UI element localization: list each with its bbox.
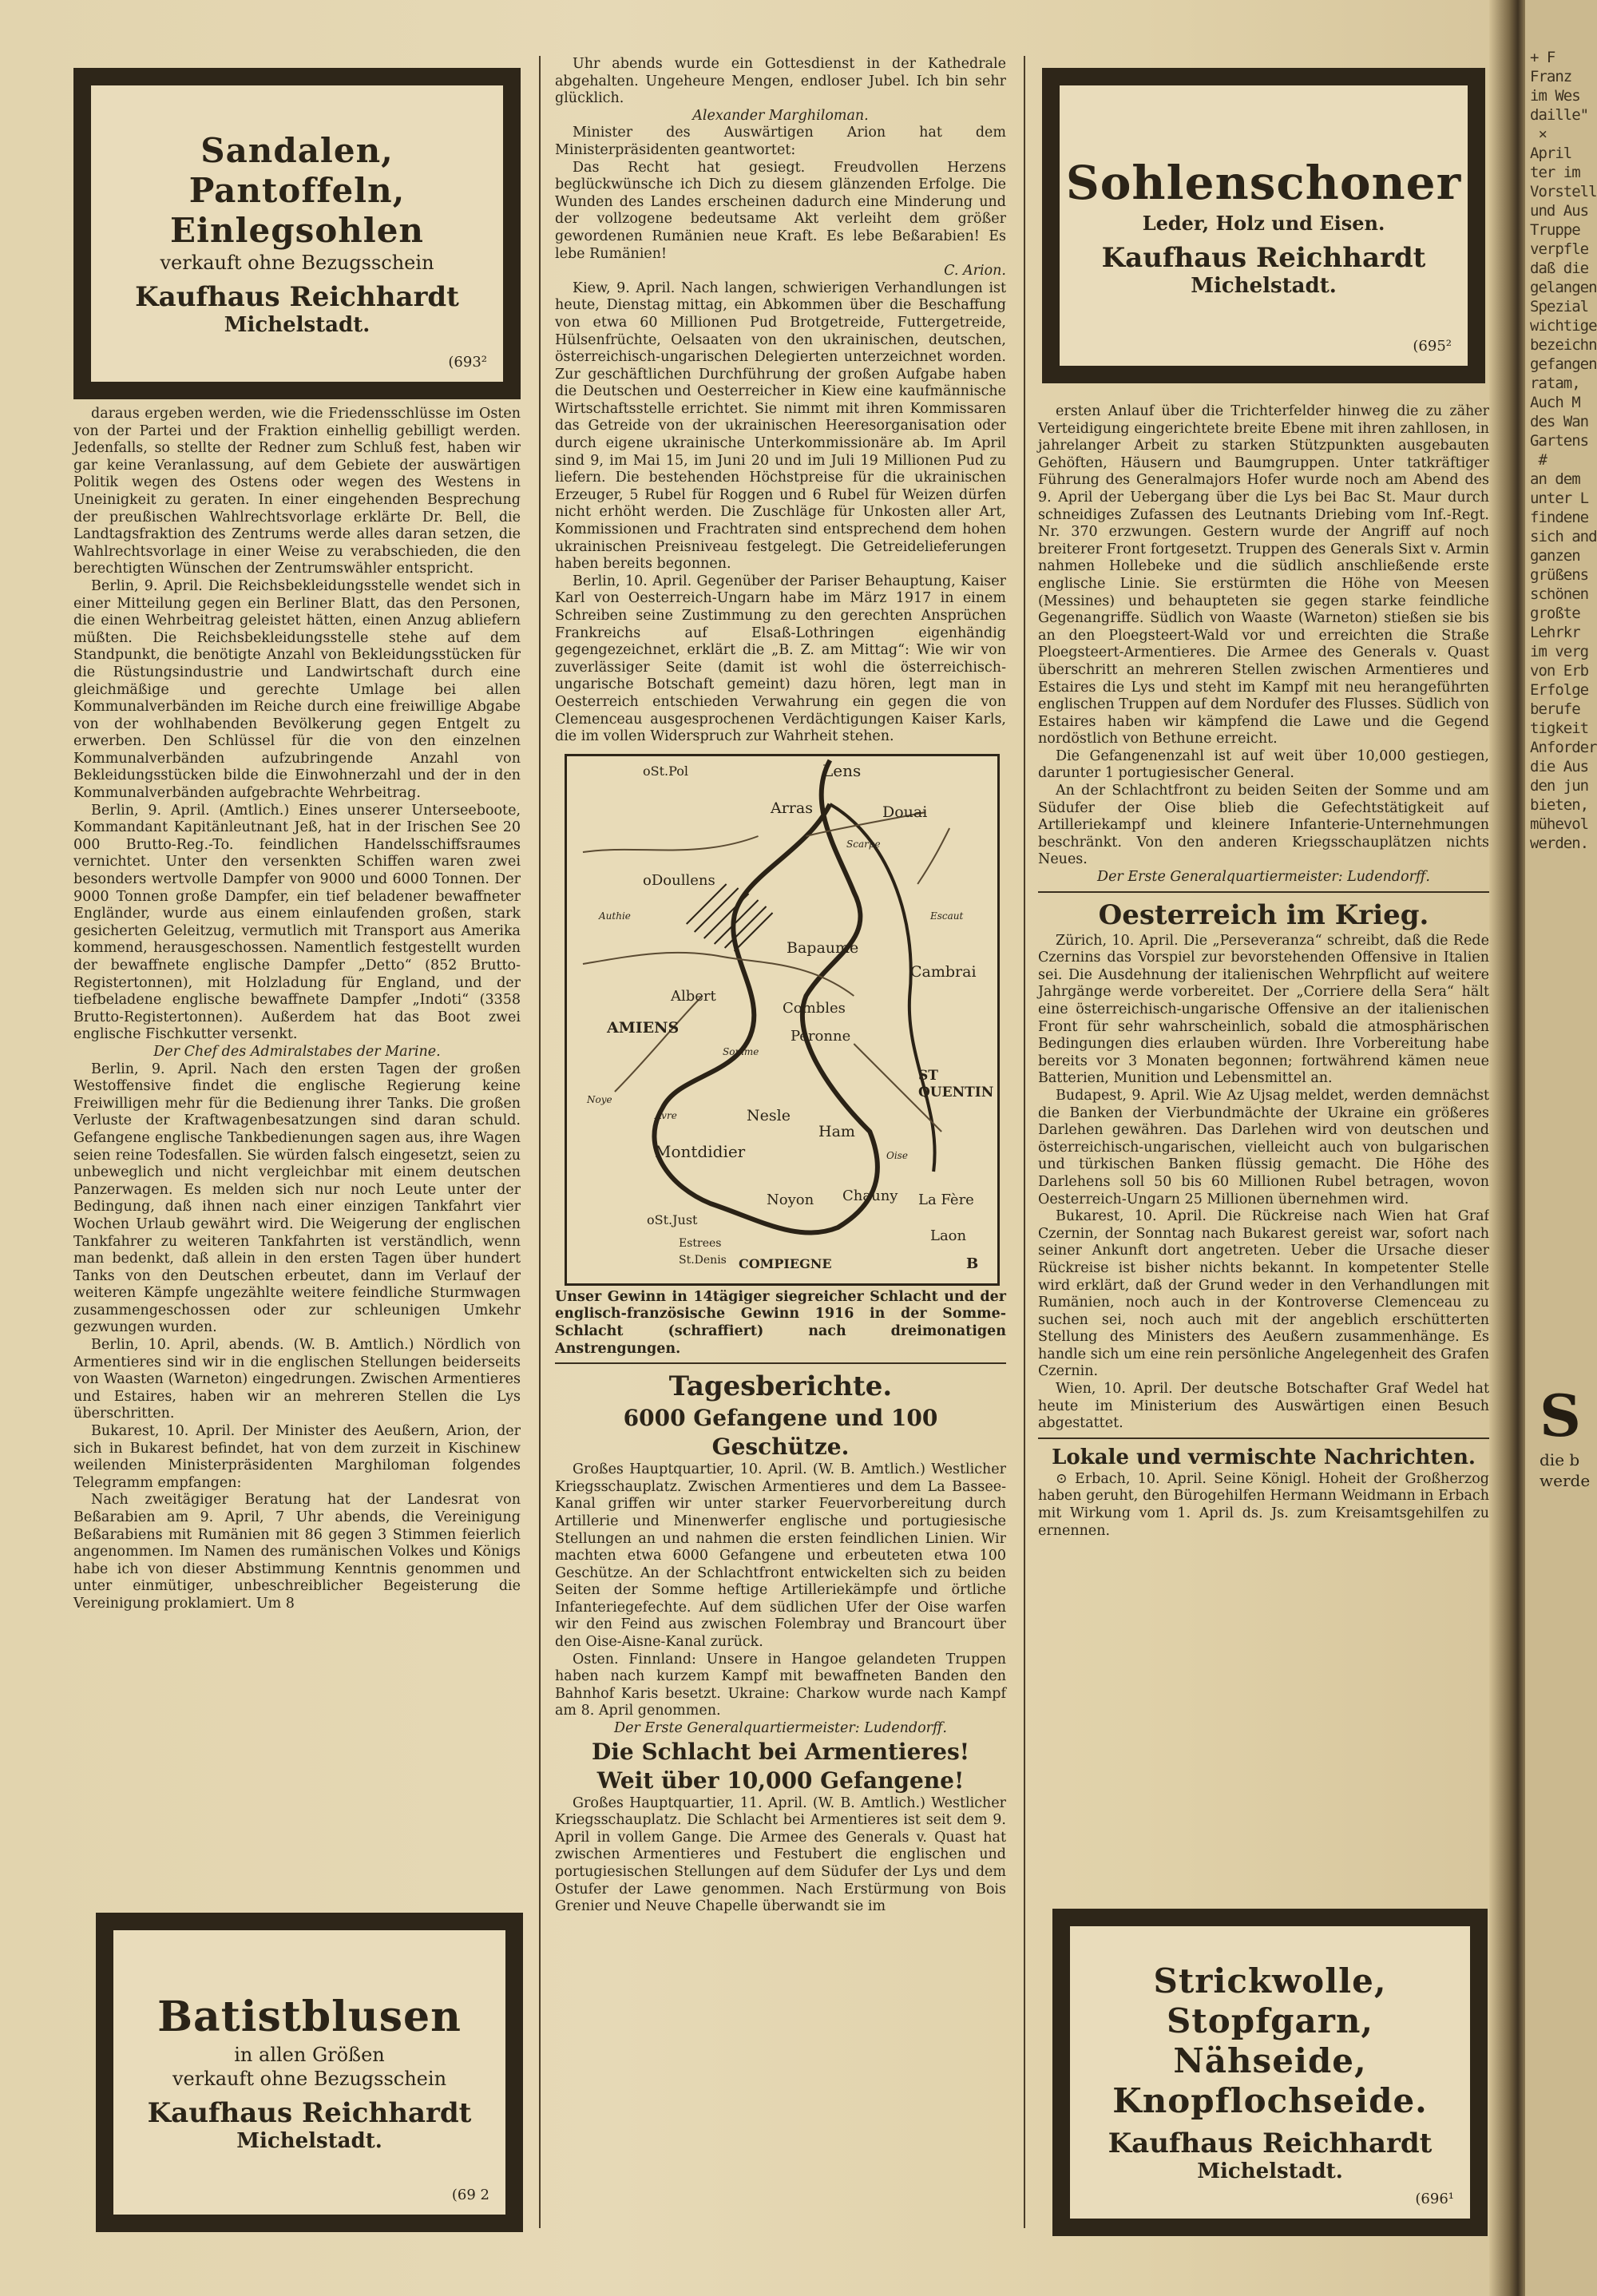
- article-paragraph: Berlin, 9. April. (Amtlich.) Eines unserer Unterseeboote, Kommandant Kapitänleutnant Jeß, hat in der Irischen See 20 000 Brutto-Reg.-To. feindlichen Handelsschiffsraumes vernichtet. Unter den versenkten Schiffen waren zwei besonders wertvolle Dampfer von 9000 und 6000 Tonnen. Der 9000 Tonnen große Dampfer, ein tief beladener bewaffneter Engländer, wurde aus einem einlaufenden großen, stark gesicherten Geleitzug, vermutlich mit Transport aus Amerika kommend, herausgeschossen. Namentlich festgestellt wurden der bewaffnete englische Dampfer „Detto“ (852 Brutto-Registertonnen), mit Holzladung für England, und der tiefbeladene englische bewaffnete Dampfer „Indoti“ (3358 Brutto-Registertonnen). Außerdem hat das Boot zwei englische Fischkutter versenkt.: [73, 802, 521, 1043]
- map-label-estrees: Estrees St.Denis: [679, 1236, 727, 1267]
- article-paragraph: Bukarest, 10. April. Die Rückreise nach Wien hat Graf Czernin, der Sonntag nach Bukarest gereist war, sofort nach seiner Ankunft dort angetreten. Ueber die Ursache dieser Rückreise ist bisher nichts bekannt. In kompetenter Stelle wird erklärt, daß der Grund weder in den Verhandlungen mit Rumänien, noch auch in der Kontroverse Clemenceau zu suchen sei, noch auch mit der angeblich erschütterten Stellung des Ministers des Aeußern zusammenhänge. Es handle sich um eine rein persönliche Angelegenheit des Grafen Czernin.: [1038, 1208, 1489, 1380]
- map-label-peronne: Peronne: [791, 1027, 851, 1045]
- map-label-bapaume: Bapaume: [787, 938, 859, 957]
- ad-strickwolle: [1052, 1909, 1488, 2236]
- article-paragraph: Uhr abends wurde ein Gottesdienst in der Kathedrale abgehalten. Ungeheure Mengen, endloser Jubel. Ich bin sehr glücklich.: [555, 56, 1006, 107]
- ad-title: Stopfgarn,: [1166, 2001, 1374, 2040]
- map-label-oise: Oise: [886, 1149, 908, 1161]
- ad-store: Kaufhaus Reichhardt: [147, 2097, 472, 2129]
- map-label-authie: Authie: [599, 910, 631, 922]
- signature: Der Erste Generalquartiermeister: Ludendorff.: [1097, 869, 1430, 886]
- ad-title: Einlegsohlen: [170, 210, 424, 250]
- map-label-albert: Albert: [671, 987, 716, 1005]
- article-paragraph: daraus ergeben werden, wie die Friedensschlüsse im Osten von der Partei und der Fraktion einhellig gebilligt werden. Jedenfalls, so stellte der Redner zum Schluß fest, haben wir gar keine Veranlassung, auf dem Gebiete der auswärtigen Politik wegen des Ostens oder wegen des Westens in Uneinigkeit zu geraten. In einer eingehenden Besprechung der preußischen Wahlrechtsvorlage erklärte Dr. Bell, die Landtagsfraktion des Zentrums werde alles daran setzen, die Wahlrechtsvorlage in einer Weise zu verabschieden, die den berechtigten Wünschen der Zentrumswähler entspricht.: [73, 406, 521, 577]
- map-label-stpol: oSt.Pol: [643, 763, 688, 779]
- article-headline: 6000 Gefangene und 100 Geschütze.: [623, 1405, 938, 1461]
- map-label-combles: Combles: [783, 999, 846, 1017]
- map-label-amiens: AMIENS: [607, 1018, 680, 1037]
- section-heading: Tagesberichte.: [668, 1370, 893, 1403]
- map-label-douai: Douai: [882, 803, 928, 821]
- article-paragraph: Berlin, 10. April, abends. (W. B. Amtlich.) Nördlich von Armentieres sind wir in die englischen Stellungen beiderseits von Waasten (Warneton) eingedrungen. Zwischen Armentieres und Estaires, haben wir an mehreren Stellen die Lys überschritten.: [73, 1337, 521, 1422]
- ad-title: Pantoffeln,: [188, 170, 406, 210]
- article-paragraph: Nach zweitägiger Beratung hat der Landesrat von Beßarabien am 9. April, 7 Uhr abends, die Vereinigung Beßarabiens mit Rumänien mit 86 gegen 3 Stimmen feierlich angenommen. Im Namen des rumänischen Volkes und Königs habe ich von dieser Abstimmung Kenntnis genommen und unter einmütiger, unbeschreiblicher Begeisterung die Vereinigung proklamiert. Um 8: [73, 1492, 521, 1612]
- ad-store: Kaufhaus Reichhardt: [135, 280, 459, 313]
- fragment-text: + F Franz im Wes daille" × April ter im Vorstell und Aus Truppe verpfle daß die gelangen Spezial wichtige bezeichn gefangen ratam, Auch M des Wan Gartens # an dem unter L findene sich and ganzen grüßens schönen großte Lehrkr im verg von Erb Erfolge berufe tigkeit Anforder die Aus den jun bieten, mühevol werden.: [1530, 49, 1597, 852]
- ad-title: Strickwolle,: [1153, 1961, 1387, 2001]
- ad-store: Kaufhaus Reichhardt: [1101, 241, 1426, 274]
- ad-town: Michelstadt.: [236, 2129, 382, 2153]
- article-paragraph: ersten Anlauf über die Trichterfelder hinweg die zu zäher Verteidigung eingerichtete breite Ebene mit ihren zahllosen, in jahrelanger Arbeit zu starken Stützpunkten ausgebauten Gehöften, Häusern und Baumgruppen. Unter tatkräftiger Führung des Generalmajors Hofer wurde noch am Abend des 9. April der Uebergang über die Lys bei Bac St. Maur durch schneidiges Zufassen des Leutnants Driebing vom Inf.-Regt. Nr. 370 erzwungen. Gestern wurde der Angriff auf noch breiterer Front fortgesetzt. Truppen des Generals Sixt v. Armin nahmen Hollebeke und die südlich anschließende erste englische Linie. Sie erstürmten die Höhe von Meesen (Messines) und behaupteten sie gegen starke feindliche Gegenangriffe. Südlich von Waaste (Warneton) stießen sie bis an den Ploegsteert-Wald vor und erreichten die Straße Ploegsteert-Armentieres. Die Armee des Generals v. Quast überschritt an mehreren Stellen zwischen Armentieres und Estaires die Lys und steht im Kampf mit neu herangeführten englischen Truppen auf dem Nordufer des Flusses. Südlich von Estaires haben wir kämpfend die Lawe und die Gegend nordöstlich von Bethune erreicht.: [1038, 403, 1489, 747]
- map-label-escaut: Escaut: [930, 910, 964, 922]
- ad-title: Nähseide,: [1173, 2041, 1367, 2080]
- column-1: [73, 406, 521, 1613]
- ad-title: Batistblusen: [157, 1993, 462, 2041]
- ad-number: (695²: [1413, 338, 1452, 355]
- article-paragraph: ⊙ Erbach, 10. April. Seine Königl. Hoheit der Großherzog haben geruht, den Bürogehilfen Hermann Weidmann in Erbach mit Wirkung vom 1. April ds. Js. zum Kreisamtsgehilfen zu ernennen.: [1038, 1470, 1489, 1539]
- ad-batistblusen: [96, 1913, 523, 2232]
- adjacent-page-fragment: [1525, 0, 1597, 2296]
- ad-line: in allen Größen: [234, 2044, 385, 2066]
- article-paragraph: Minister des Auswärtigen Arion hat dem Ministerpräsidenten geantwortet:: [555, 125, 1006, 158]
- ad-title: Knopflochseide.: [1112, 2081, 1428, 2120]
- article-paragraph: Großes Hauptquartier, 10. April. (W. B. Amtlich.) Westlicher Kriegsschauplatz. Zwischen Armentieres und dem La Bassee-Kanal griffen wir unter starker Feuervorbereitung durch Artillerie und Minenwerfer englische und portugiesische Stellungen an und nahmen die ersten feindlichen Linien. Wir machten etwa 6000 Gefangene und erbeuteten etwa 100 Geschütze. An der Schlachtfront entwickelten sich zu beiden Seiten der Somme heftige Artilleriekämpfe und örtliche Infanteriegefechte. Auf dem südlichen Ufer der Oise warfen wir den Feind aus zwischen Folembray und Brancourt über den Oise-Aisne-Kanal zurück.: [555, 1461, 1006, 1651]
- map-label-compiegne: COMPIEGNE: [739, 1255, 832, 1271]
- column-2: [555, 56, 1006, 1916]
- article-paragraph: Die Gefangenenzahl ist auf weit über 10,000 gestiegen, darunter 1 portugiesischer General.: [1038, 747, 1489, 782]
- map-label-stjust: oSt.Just: [647, 1211, 698, 1227]
- map-label-laon: Laon: [930, 1227, 967, 1244]
- ad-sohlenschoner: [1042, 68, 1485, 383]
- article-paragraph: Budapest, 9. April. Wie Az Ujsag meldet, werden demnächst die Banken der Vierbundmächte der Ukraine ein größeres Darlehen gewähren. Das Darlehen wird von deutschen und österreichisch-ungarischen, vielleicht auch von bulgarischen und türkischen Banken flüssig gemacht. Die Höhe des Darlehens soll 50 bis 60 Millionen Rubel betragen, wovon Oesterreich-Ungarn 25 Millionen übernehmen wird.: [1038, 1087, 1489, 1207]
- signature: Der Erste Generalquartiermeister: Ludendorff.: [614, 1720, 947, 1737]
- article-paragraph: Osten. Finnland: Unsere in Hangoe gelandeten Truppen haben nach kurzem Kampf mit bewaffneten Banden den Bahnhof Karis besetzt. Ukraine: Charkow wurde nach Kampf am 8. April genommen.: [555, 1651, 1006, 1719]
- section-heading: Lokale und vermischte Nachrichten.: [1052, 1445, 1476, 1469]
- article-paragraph: Das Recht hat gesiegt. Freudvollen Herzens beglückwünsche ich Dich zu diesem glänzenden Erfolge. Die Wunden des Landes erscheinen dadurch eine Minderung und der vollzogene bedeutsame Akt verleiht dem größer gewordenen Rumänien neue Kraft. Es lebe Beßarabien! Es lebe Rumänien!: [555, 159, 1006, 262]
- ad-town: Michelstadt.: [1197, 2159, 1343, 2183]
- divider: [555, 1362, 1006, 1364]
- column-rule: [1024, 56, 1025, 2228]
- article-paragraph: Großes Hauptquartier, 11. April. (W. B. Amtlich.) Westlicher Kriegsschauplatz. Die Schlacht bei Armentieres ist seit dem 9. April in vollem Gange. Die Armee des Generals v. Quast hat zwischen Armentieres und Festubert die englischen und portugiesischen Stellungen auf dem Südufer der Lys und dem Ostufer der Lawe genommen. Nach Erstürmung von Bois Grenier und Neuve Chapelle überwandt sie im: [555, 1794, 1006, 1915]
- map-label-doullens: oDoullens: [643, 871, 715, 889]
- ad-number: (69 2: [451, 2187, 489, 2203]
- article-paragraph: An der Schlachtfront zu beiden Seiten der Somme und am Südufer der Oise blieb die Gefechtstätigkeit auf Artilleriekampf und kleinere Infanterie-Unternehmungen beschränkt. Von den anderen Kriegsschauplätzen nichts Neues.: [1038, 783, 1489, 868]
- article-paragraph: Berlin, 10. April. Gegenüber der Pariser Behauptung, Kaiser Karl von Oesterreich-Ungarn habe im März 1917 in einem Schreiben seine Zustimmung zu den gerechten Ansprüchen Frankreichs auf Elsaß-Lothringen eigenhändig gegengezeichnet, erklärt die „B. Z. am Mittag“: Wie wir von zuverlässiger Seite (damit ist wohl die österreichisch-ungarische Botschaft gemeint) dazu hören, legt man in Oesterreich entschieden Verwahrung ein gegen die von Clemenceau ausgesprochenen Verdächtigungen Kaiser Karls, die im vollen Widerspruch zur Wahrheit stehen.: [555, 573, 1006, 745]
- map-label-lafere: La Fère: [918, 1191, 974, 1208]
- fragment-text: die b werde: [1540, 1450, 1591, 1490]
- article-paragraph: Zürich, 10. April. Die „Perseveranza“ schreibt, daß die Rede Czernins das Vorspiel zur bevorstehenden Offensive in Italien sei. Die Ausdehnung der italienischen Wehrpflicht auf weitere Jahrgänge werde vorbereitet. Der „Corriere della Sera“ hält eine österreichisch-ungarische Offensive an der italienischen Front für sehr wahrscheinlich, sobald die atmosphärischen Bedingungen dies erlauben würden. Ihre Vorbereitung habe bereits vor 3 Monaten begonnen; fortwährend kämen neue Batterien, Munition und Lebensmittel an.: [1038, 932, 1489, 1087]
- ad-store: Kaufhaus Reichhardt: [1108, 2127, 1433, 2159]
- map-label-ham: Ham: [818, 1122, 855, 1140]
- map-label-lens: Lens: [822, 760, 862, 780]
- ad-line: verkauft ohne Bezugsschein: [160, 251, 434, 274]
- map-label-noyon: Noyon: [767, 1191, 814, 1208]
- map-label-noye: Noye: [587, 1093, 612, 1105]
- ad-number: (693²: [448, 354, 487, 371]
- article-paragraph: Wien, 10. April. Der deutsche Botschafter Graf Wedel hat heute im Ministerium des Auswärtigen einen Besuch abgestattet.: [1038, 1381, 1489, 1432]
- column-rule: [539, 56, 541, 2228]
- fragment-headline: S: [1540, 1382, 1581, 1449]
- map-caption: Unser Gewinn in 14tägiger siegreicher Schlacht und der englisch-französische Gewinn 1916 in der Somme-Schlacht (schraffiert) nach dreimonatigen Anstrengungen.: [555, 1288, 1006, 1357]
- ad-line: Leder, Holz und Eisen.: [1142, 211, 1385, 235]
- article-paragraph: Kiew, 9. April. Nach langen, schwierigen Verhandlungen ist heute, Dienstag mittag, ein Abkommen über die Beschaffung von etwa 60 Millionen Pud Brotgetreide, Futtergetreide, Hülsenfrüchte, Oelsaaten von den ukrainischen, deutschen, österreichisch-ungarischen Delegierten unterzeichnet worden. Zur geschäftlichen Durchführung der großen Aufgabe haben die Deutschen und Oesterreicher in Kiew eine kaufmännische Wirtschaftsstelle errichtet. Sie nimmt mit ihren Kommissaren das Getreide von der ukrainischen Heeresorganisation oder durch eigene ukrainische Unterkommissionäre ab. Im April sind 9, im Mai 15, im Juni 20 und im Juli 19 Millionen Pud zu liefern. Die bestehenden Höchstpreise für die ukrainischen Erzeuger, 5 Rubel für Roggen und 6 Rubel für Weizen dürfen nicht erhöht werden. Die Zuschläge für Unkosten aller Art, Kommissionen und Frachtraten sind entsprechend dem hohen ukrainischen Preisniveau festgelegt. Die Getreidelieferungen haben bereits begonnen.: [555, 280, 1006, 573]
- map-label-nesle: Nesle: [747, 1106, 791, 1124]
- map-label-scarpe: Scarpe: [846, 838, 881, 850]
- map-label-chauny: Chauny: [842, 1187, 898, 1204]
- divider: [1038, 1437, 1489, 1439]
- ad-number: (696¹: [1415, 2191, 1454, 2207]
- ad-title: Sohlenschoner: [1065, 155, 1462, 210]
- signature: C. Arion.: [944, 263, 1006, 280]
- ad-title: Sandalen,: [200, 130, 394, 170]
- map-label-stquentin: ST QUENTIN: [918, 1067, 994, 1101]
- ad-line: verkauft ohne Bezugsschein: [172, 2068, 447, 2090]
- ad-town: Michelstadt.: [1191, 273, 1337, 298]
- signature: Der Chef des Admiralstabes der Marine.: [153, 1043, 441, 1060]
- divider: [1038, 891, 1489, 893]
- article-paragraph: Berlin, 9. April. Nach den ersten Tagen der großen Westoffensive findet die englische Regierung keine Freiwilligen mehr für die Bedienung ihrer Tanks. Die großen Verluste der Kraftwagenbesatzungen sind daran schuld. Gefangene englische Tankbedienungen sagen aus, ihre Wagen seien reine Todesfallen. Sie würden falsch eingesetzt, seien zu unbeweglich und nicht vergleichbar mit einem deutschen Panzerwagen. Es melden sich nur noch Leute unter der Bedingung, daß ihnen nach einer einzigen Tankfahrt vier Wochen Urlaub gewährt wird. Die Weigerung der englischen Tankfahrer zu weiteren Tankfahrten ist verständlich, wenn man bedenkt, daß allein in den ersten Tagen über hundert Tanks von den Deutschen erbeutet, dann im Verlauf der weiteren Kämpfe ungezählte weitere feindliche Sturmwagen zusammengeschossen oder zur schleunigen Umkehr gezwungen wurden.: [73, 1061, 521, 1336]
- battle-map: [565, 754, 1000, 1286]
- map-label-signature: B: [966, 1255, 979, 1272]
- map-label-cambrai: Cambrai: [910, 962, 977, 981]
- article-headline: Weit über 10,000 Gefangene!: [596, 1767, 965, 1794]
- ad-town: Michelstadt.: [224, 312, 371, 337]
- map-label-arras: Arras: [771, 799, 813, 817]
- signature: Alexander Marghiloman.: [692, 107, 869, 124]
- column-3: [1038, 403, 1489, 1540]
- page-gutter: [1489, 0, 1525, 2296]
- article-paragraph: Bukarest, 10. April. Der Minister des Aeußern, Arion, der sich in Bukarest befindet, hat von dem zurzeit in Kischinew weilenden Ministerpräsidenten Marghiloman folgendes Telegramm empfangen:: [73, 1423, 521, 1491]
- ad-sandalen: [73, 68, 521, 399]
- map-label-somme: Somme: [723, 1045, 759, 1057]
- map-label-avre: Avre: [655, 1109, 677, 1121]
- section-heading: Oesterreich im Krieg.: [1098, 898, 1429, 931]
- article-paragraph: Berlin, 9. April. Die Reichsbekleidungsstelle wendet sich in einer Mitteilung gegen ein Berliner Blatt, das den Personen, die einen Wehrbeitrag geleistet hätten, einen Anzug abliefern müßten. Die Reichsbekleidungsstelle stehe auf dem Standpunkt, die benötigte Anzahl von Bekleidungsstücken für die Rüstungsindustrie und Landwirtschaft durch eine gleichmäßige und gerechte Umlage bei allen Kommunalverbänden im Reiche durch eine freiwillige Abgabe von der wohlhabenden Bevölkerung gegen Entgelt zu erwerben. Den Schlüssel für die von den einzelnen Kommunalverbänden aufzubringende Anzahl von Bekleidungsstücken bilde die Einwohnerzahl und der in den Kommunalverbänden aufgebrachte Wehrbeitrag.: [73, 577, 521, 802]
- article-headline: Die Schlacht bei Armentieres!: [591, 1738, 970, 1765]
- map-label-montdidier: Montdidier: [655, 1141, 746, 1161]
